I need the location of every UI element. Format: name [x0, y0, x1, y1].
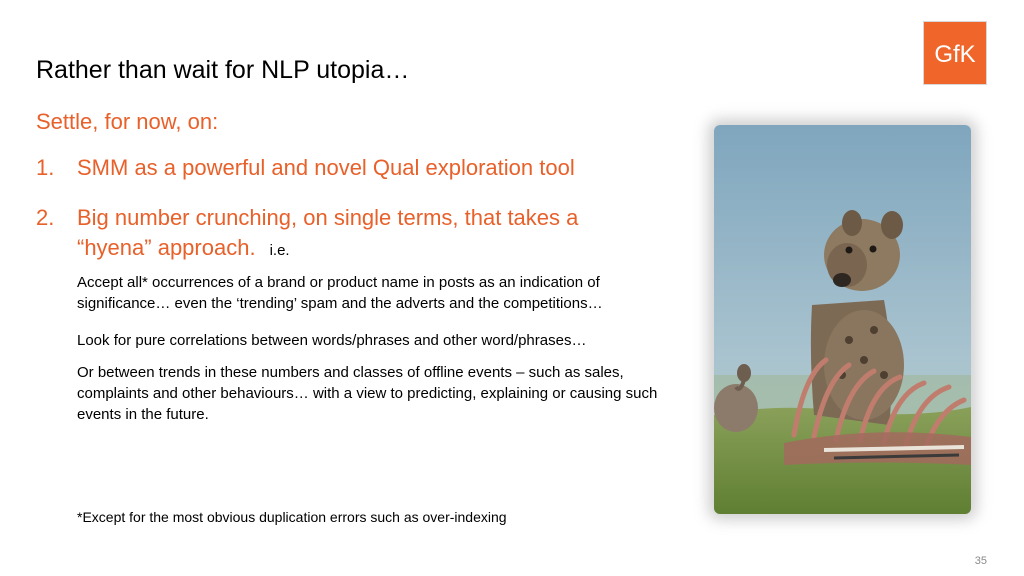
- paragraph-trends: Or between trends in these numbers and classes of offline events – such as sales, complaints and other behaviours… with a view to predicting, explaining or causing such events in the future.: [77, 364, 658, 423]
- page-number: 35: [974, 555, 987, 567]
- footnote: *Except for the most obvious duplication errors such as over-indexing: [77, 509, 507, 525]
- item-number: 2.: [36, 205, 55, 230]
- gfk-logo-text: GfK: [934, 41, 976, 68]
- hyena-photo: [714, 125, 971, 514]
- slide-title: Rather than wait for NLP utopia…: [36, 56, 410, 84]
- paragraph-correlations: Look for pure correlations between words/phrases and other word/phrases…: [77, 332, 587, 349]
- paragraph-accept-all: Accept all* occurrences of a brand or product name in posts as an indication of significance… even the ‘trending’ spam and the adverts and the competitions…: [77, 274, 603, 312]
- ie-note: i.e.: [269, 242, 290, 259]
- item-text: SMM as a powerful and novel Qual exploration tool: [77, 155, 575, 180]
- gfk-logo: [923, 21, 987, 85]
- slide-subtitle: Settle, for now, on:: [36, 109, 219, 134]
- item-text-line-2: “hyena” approach.: [77, 235, 256, 260]
- item-number: 1.: [36, 155, 55, 180]
- item-text-line-1: Big number crunching, on single terms, that takes a: [77, 205, 579, 230]
